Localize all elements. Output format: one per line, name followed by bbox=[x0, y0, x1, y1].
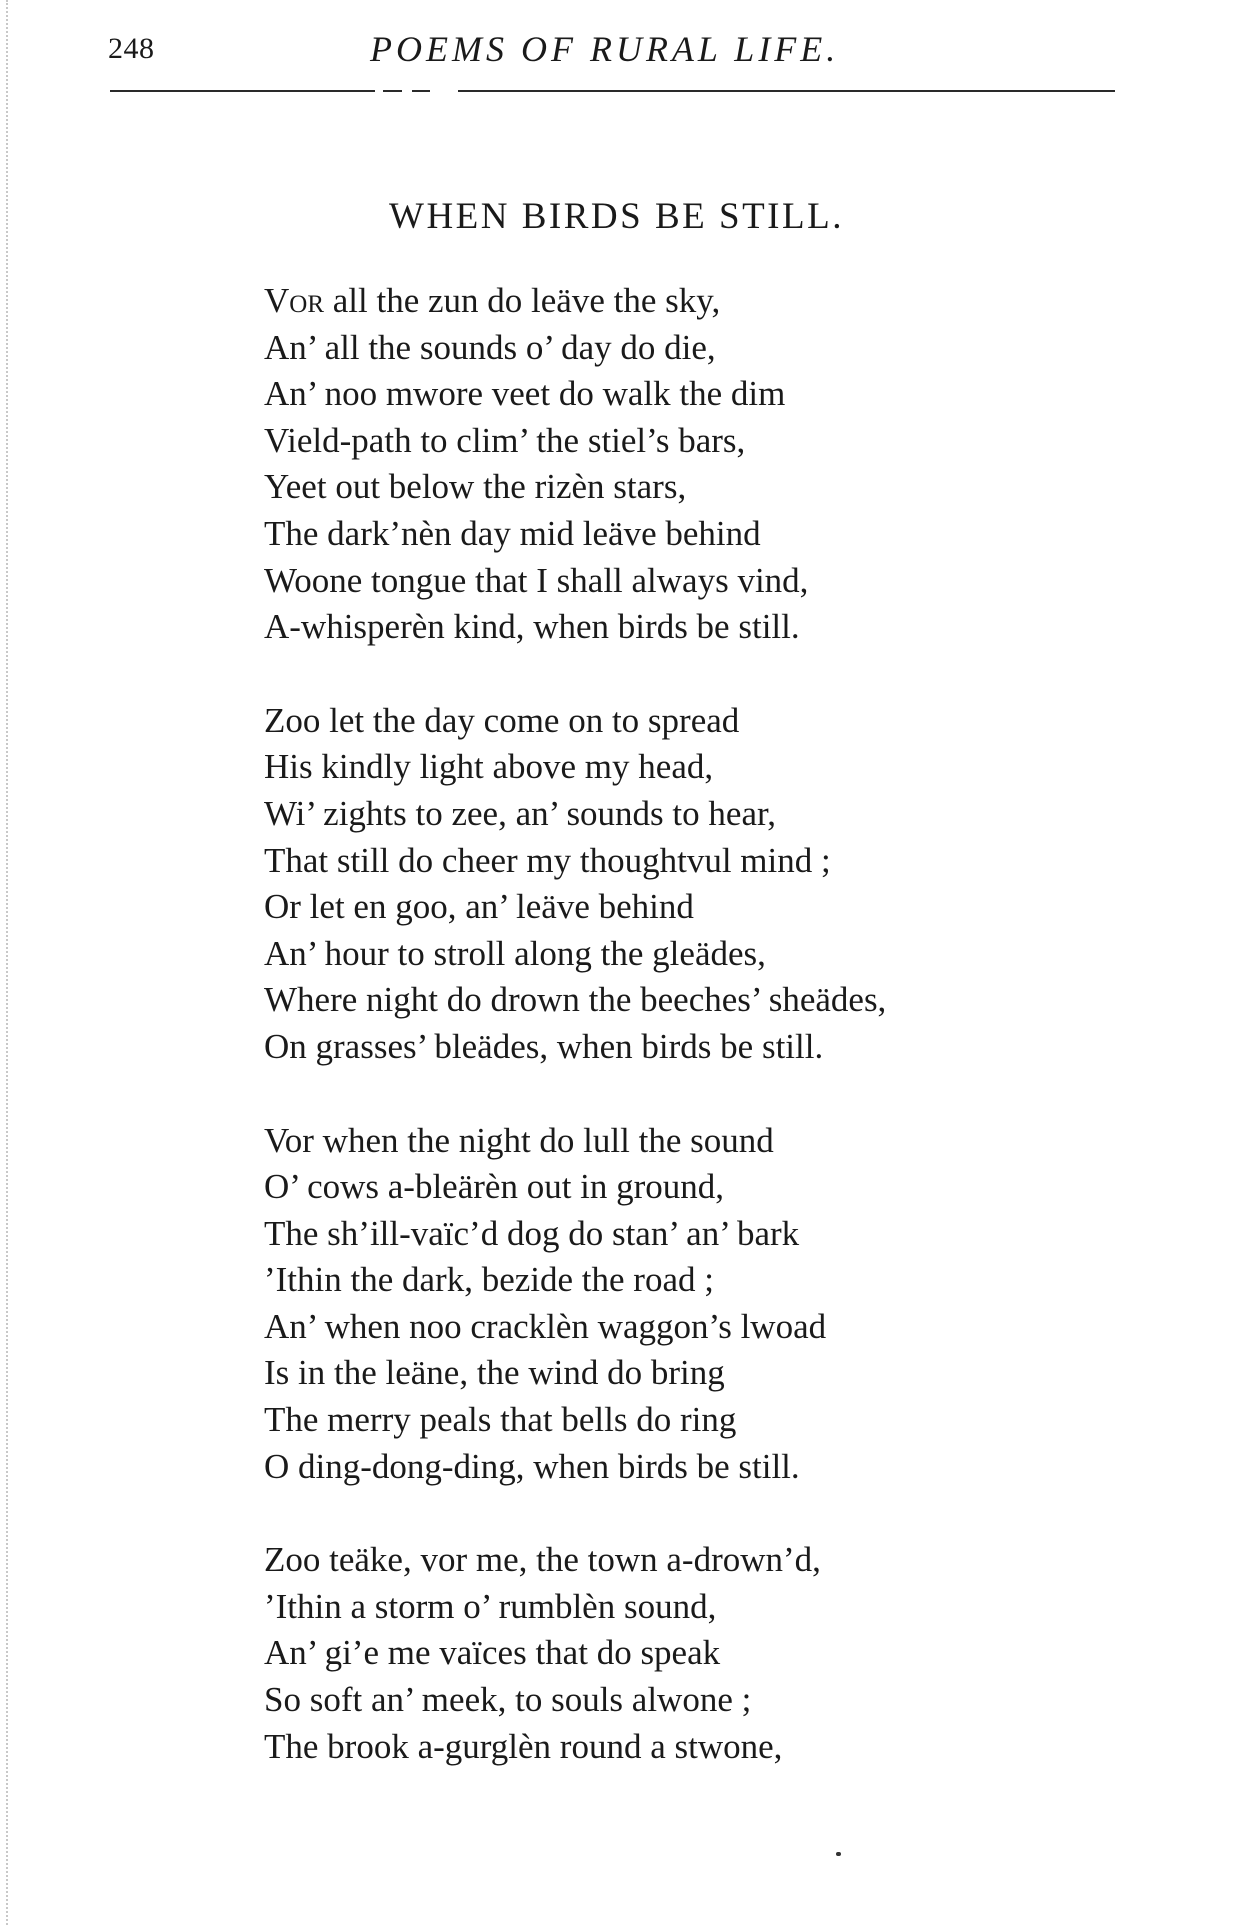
stanza-2 bbox=[264, 698, 1164, 1071]
poem-line: Yeet out below the rizèn stars, bbox=[264, 467, 687, 507]
poem-line: On grasses’ bleädes, when birds be still. bbox=[264, 1026, 824, 1066]
poem-line: The merry peals that bells do ring bbox=[264, 1400, 737, 1440]
poem-body bbox=[264, 278, 1164, 1817]
running-head bbox=[0, 28, 1233, 78]
running-title: POEMS OF RURAL LIFE. bbox=[370, 29, 840, 69]
poem-line: The brook a-gurglèn round a stwone, bbox=[264, 1726, 783, 1766]
first-word-small-caps: or bbox=[289, 281, 325, 320]
poem-line: Where night do drown the beeches’ sheädes, bbox=[264, 980, 887, 1020]
poem-line: Zoo teäke, vor me, the town a-drown’d, bbox=[264, 1540, 821, 1580]
ink-speck bbox=[836, 1852, 841, 1856]
poem-line: An’ gi’e me vaïces that do speak bbox=[264, 1633, 721, 1673]
poem-line: ’Ithin a storm o’ rumblèn sound, bbox=[264, 1586, 717, 1626]
scan-edge bbox=[6, 0, 8, 1925]
poem-line: His kindly light above my head, bbox=[264, 747, 714, 787]
poem-line: Vield-path to clim’ the stiel’s bars, bbox=[264, 420, 746, 460]
poem-line: The sh’ill-vaïc’d dog do stan’ an’ bark bbox=[264, 1213, 800, 1253]
poem-line: Vor all the zun do leäve the sky, bbox=[264, 281, 721, 320]
poem-line: O ding-dong-ding, when birds be still. bbox=[264, 1446, 800, 1486]
poem-line: An’ all the sounds o’ day do die, bbox=[264, 327, 716, 367]
poem-line: An’ noo mwore veet do walk the dim bbox=[264, 374, 786, 414]
poem-line: A-whisperèn kind, when birds be still. bbox=[264, 607, 800, 647]
poem-line: Wi’ zights to zee, an’ sounds to hear, bbox=[264, 793, 776, 833]
poem-line: Zoo let the day come on to spread bbox=[264, 700, 740, 740]
poem-line: An’ when noo cracklèn waggon’s lwoad bbox=[264, 1306, 827, 1346]
poem-line: That still do cheer my thoughtvul mind ; bbox=[264, 840, 831, 880]
poem-title: WHEN BIRDS BE STILL. bbox=[389, 196, 844, 237]
poem-line: The dark’nèn day mid leäve behind bbox=[264, 513, 761, 553]
poem-line: Or let en goo, an’ leäve behind bbox=[264, 887, 694, 927]
poem-line: An’ hour to stroll along the gleädes, bbox=[264, 933, 766, 973]
first-word-initial: V bbox=[264, 281, 290, 320]
poem-line: Is in the leäne, the wind do bring bbox=[264, 1353, 725, 1393]
poem-line: So soft an’ meek, to souls alwone ; bbox=[264, 1680, 752, 1720]
poem-line: Woone tongue that I shall always vind, bbox=[264, 560, 809, 600]
poem-line: ’Ithin the dark, bezide the road ; bbox=[264, 1260, 714, 1300]
poem-line: O’ cows a-bleärèn out in ground, bbox=[264, 1167, 725, 1207]
stanza-3 bbox=[264, 1118, 1164, 1491]
stanza-4 bbox=[264, 1537, 1164, 1770]
stanza-1 bbox=[264, 278, 1164, 651]
page-number: 248 bbox=[108, 32, 155, 65]
header-rule bbox=[110, 90, 1115, 92]
poem-line: Vor when the night do lull the sound bbox=[264, 1120, 774, 1160]
